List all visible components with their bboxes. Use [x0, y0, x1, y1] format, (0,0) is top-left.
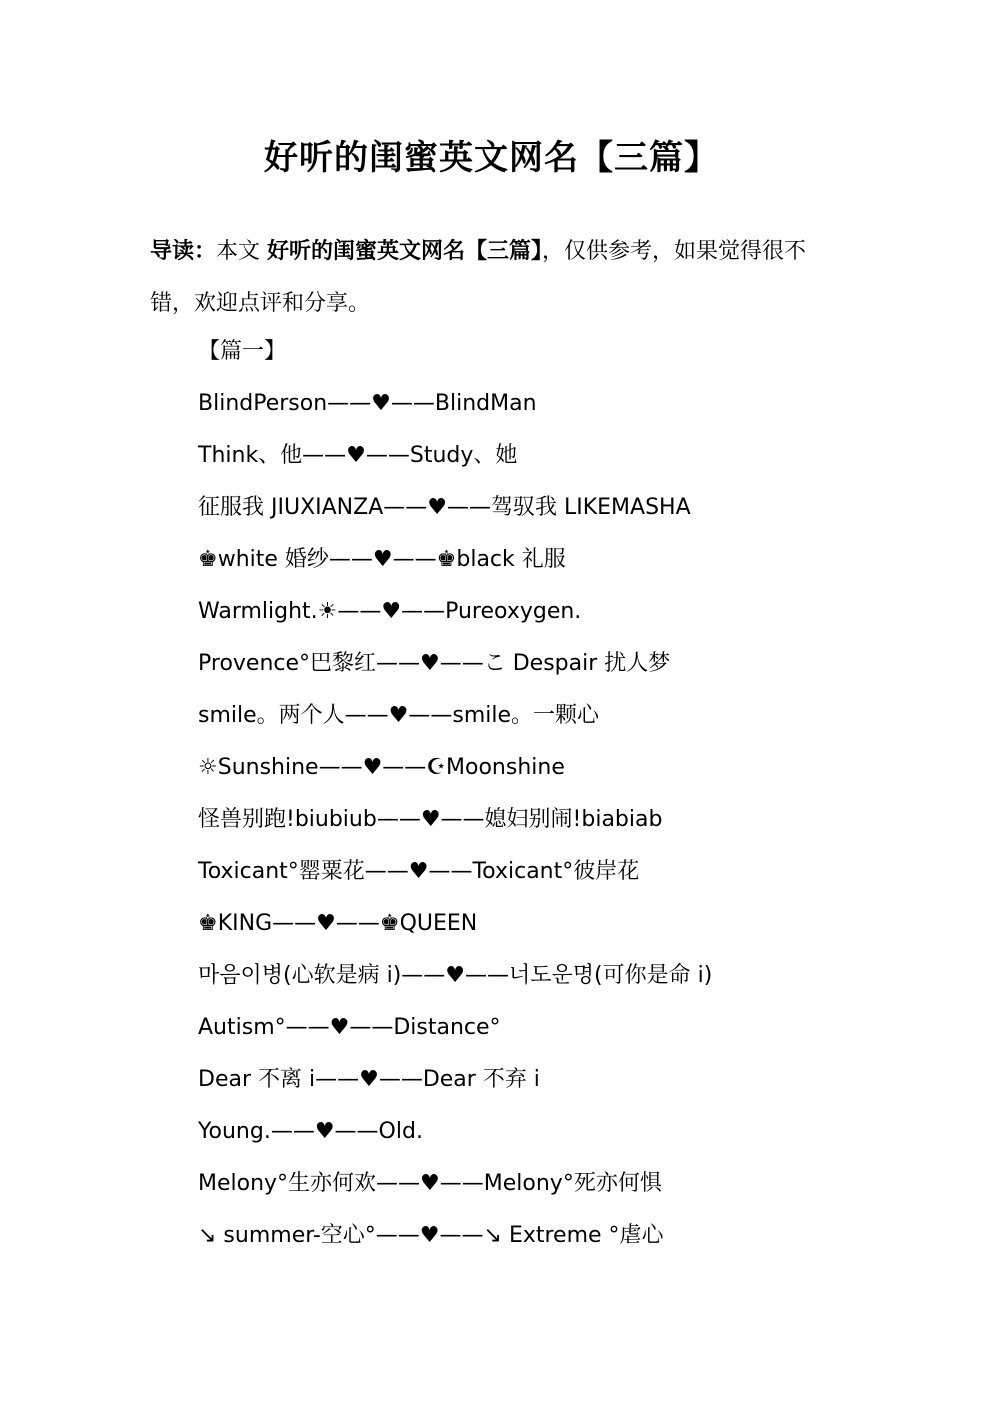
- name-pair: ↘ summer-空心°——♥——↘ Extreme °虐心: [198, 1223, 664, 1248]
- name-pair: Dear 不离 i——♥——Dear 不弃 i: [198, 1067, 540, 1092]
- name-pair: 怪兽别跑!biubiub——♥——媳妇别闹!biabiab: [198, 807, 663, 832]
- intro-lead: 导读：: [150, 239, 217, 264]
- intro-rest: ，仅供参考，如果觉得很不错，欢迎点评和分享。: [150, 239, 807, 316]
- name-pair: ☼Sunshine——♥——☪Moonshine: [198, 755, 565, 780]
- intro-paragraph: [150, 226, 850, 330]
- name-pair: BlindPerson——♥——BlindMan: [198, 391, 537, 416]
- name-pair: Young.——♥——Old.: [198, 1119, 423, 1144]
- name-pair: Melony°生亦何欢——♥——Melony°死亦何惧: [198, 1171, 662, 1196]
- name-pair: ♚white 婚纱——♥——♚black 礼服: [198, 547, 566, 572]
- intro-title-ref: 好听的闺蜜英文网名【三篇】: [267, 239, 543, 264]
- name-pair: 마음이병(心软是病 i)——♥——너도운명(可你是命 i): [198, 963, 713, 988]
- name-pair: Autism°——♥——Distance°: [198, 1015, 501, 1040]
- name-pair: 征服我 JIUXIANZA——♥——驾驭我 LIKEMASHA: [198, 495, 691, 520]
- intro-pre: 本文: [216, 239, 268, 264]
- name-pair: Provence°巴黎红——♥——こ Despair 扰人梦: [198, 651, 671, 676]
- name-pair: smile。两个人——♥——smile。一颗心: [198, 703, 600, 728]
- name-pair: Think、他——♥——Study、她: [198, 443, 518, 468]
- name-pair: ♚KING——♥——♚QUEEN: [198, 911, 478, 936]
- name-pair: Toxicant°罂粟花——♥——Toxicant°彼岸花: [198, 859, 640, 884]
- name-pair-list: [198, 384, 712, 1268]
- document-title: 好听的闺蜜英文网名【三篇】: [264, 138, 719, 178]
- name-pair: Warmlight.☀——♥——Pureoxygen.: [198, 599, 582, 624]
- section-heading: 【篇一】: [198, 339, 287, 364]
